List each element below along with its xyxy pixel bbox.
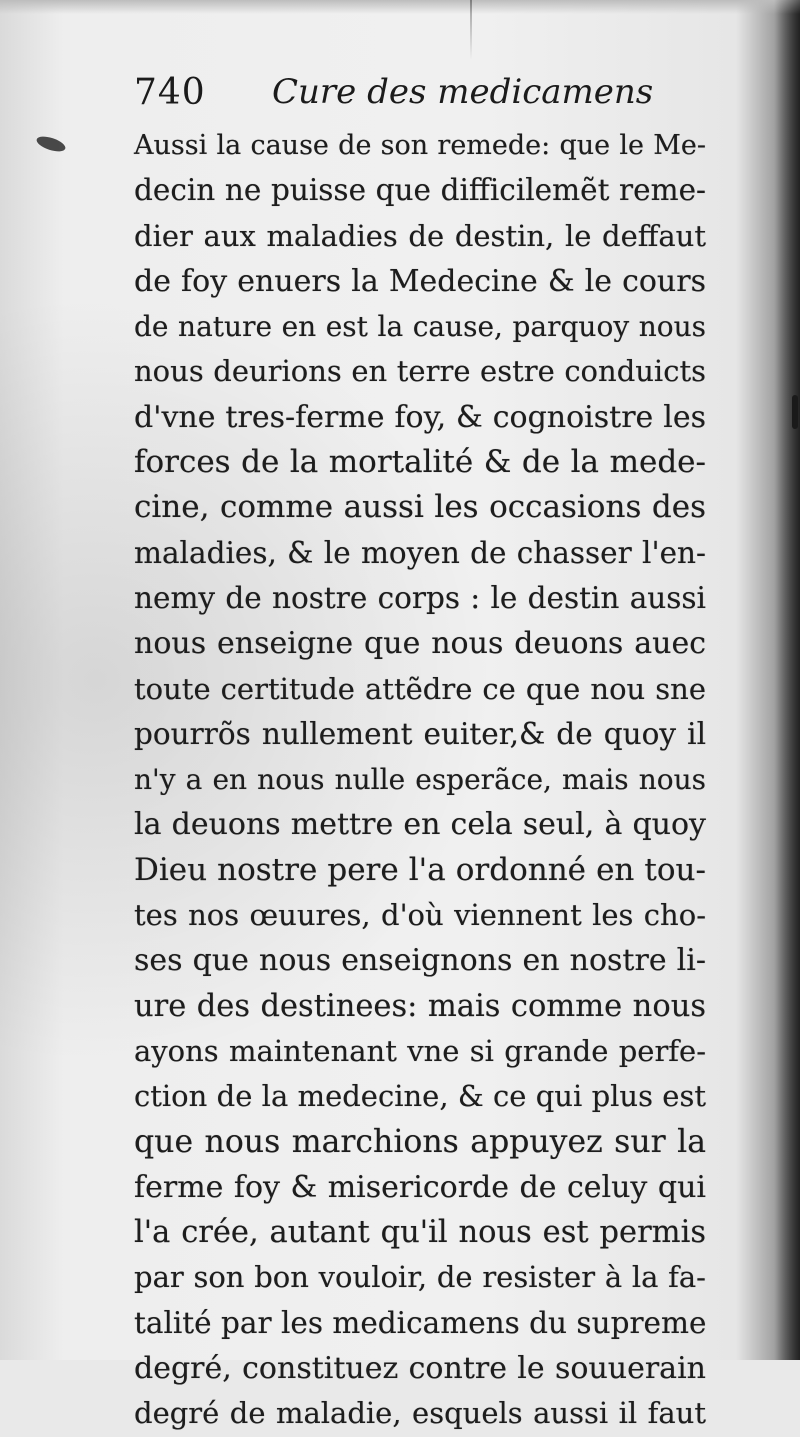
page-edge-mark bbox=[792, 395, 798, 429]
page-number: 740 bbox=[134, 72, 206, 113]
text-line: pourrõs nullement euiter,& de quoy il bbox=[134, 716, 706, 751]
text-line: degré, constituez contre le souuerain bbox=[134, 1351, 706, 1387]
text-line: ses que nous enseignons en nostre li- bbox=[134, 943, 706, 979]
text-line: dier aux maladies de destin, le deffaut bbox=[134, 218, 706, 253]
text-line: n'y a en nous nulle esperãce, mais nous bbox=[134, 763, 706, 797]
text-line: ure des destinees: mais comme nous bbox=[134, 988, 706, 1024]
text-line: maladies, & le moyen de chasser l'en- bbox=[134, 535, 706, 570]
text-line: talité par les medicamens du supreme bbox=[134, 1305, 707, 1340]
page-top-shadow bbox=[0, 0, 800, 14]
text-line: tes nos œuures, d'où viennent les cho- bbox=[134, 898, 706, 933]
text-line: par son bon vouloir, de resister à la fa- bbox=[134, 1260, 706, 1295]
text-line: de foy enuers la Medecine & le cours bbox=[134, 263, 706, 299]
paper-crease bbox=[470, 0, 472, 60]
text-line: Aussi la cause de son remede: que le Me- bbox=[134, 130, 706, 161]
text-line: Dieu nostre pere l'a ordonné en tou- bbox=[134, 851, 706, 888]
text-line: que nous marchions appuyez sur la bbox=[134, 1123, 706, 1160]
text-line: d'vne tres-ferme foy, & cognoistre les bbox=[134, 399, 706, 435]
text-line: nous enseigne que nous deuons auec bbox=[134, 626, 706, 662]
running-head: Cure des medicamens bbox=[272, 72, 654, 112]
body-text bbox=[134, 123, 706, 1437]
ink-blot-mark bbox=[35, 134, 67, 155]
text-line: cine, comme aussi les occasions des bbox=[134, 489, 706, 526]
text-line: nemy de nostre corps : le destin aussi bbox=[134, 580, 706, 615]
text-line: degré de maladie, esquels aussi il faut bbox=[134, 1396, 706, 1431]
text-line: la deuons mettre en cela seul, à quoy bbox=[134, 807, 706, 843]
text-line: nous deurions en terre estre conduicts bbox=[134, 354, 706, 389]
text-line: ction de la medecine, & ce qui plus est bbox=[134, 1079, 706, 1114]
text-line: ferme foy & misericorde de celuy qui bbox=[134, 1169, 706, 1205]
binding-gutter-shadow bbox=[774, 0, 800, 1360]
text-line: decin ne puisse que difficilemẽt reme- bbox=[134, 173, 706, 208]
text-line: l'a crée, autant qu'il nous est permis bbox=[134, 1215, 706, 1251]
text-line: toute certitude attẽdre ce que nou sne bbox=[134, 671, 706, 706]
page-header bbox=[132, 68, 712, 118]
text-line: forces de la mortalité & de la mede- bbox=[134, 444, 706, 481]
text-line: de nature en est la cause, parquoy nous bbox=[134, 310, 706, 344]
text-line: ayons maintenant vne si grande perfe- bbox=[134, 1033, 706, 1068]
